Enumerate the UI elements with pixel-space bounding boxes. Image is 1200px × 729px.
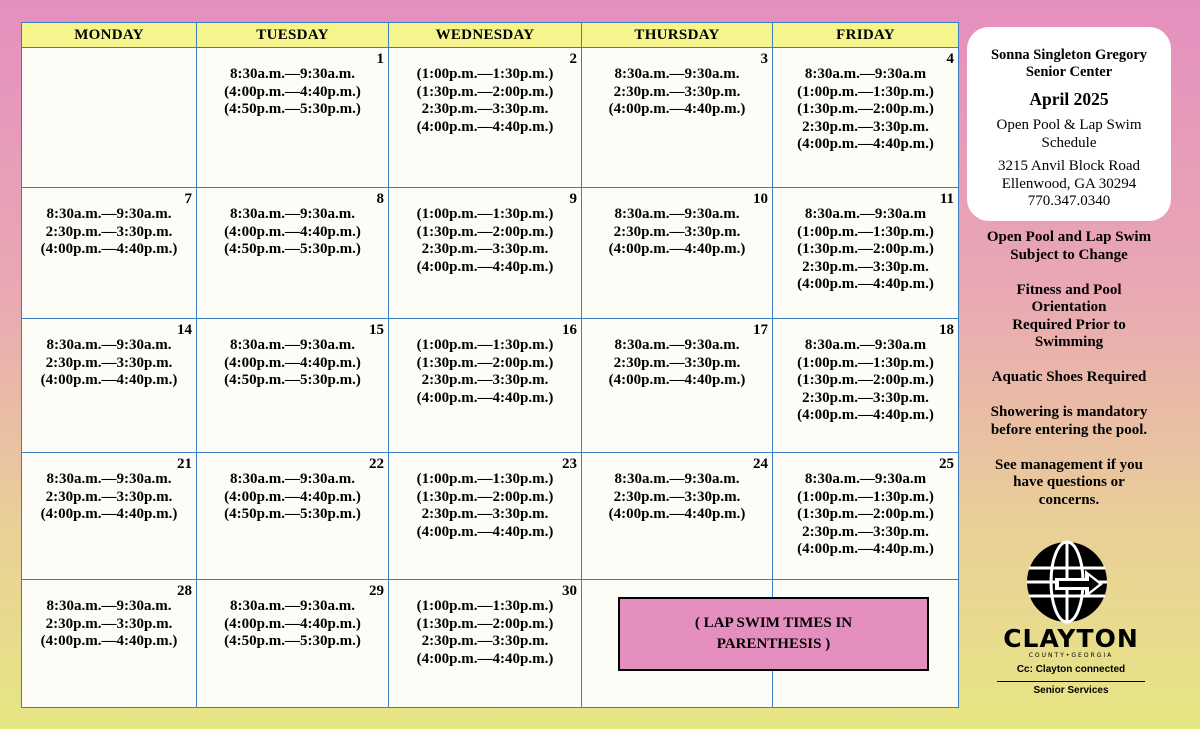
time-slot: 8:30a.m.—9:30a.m: [804, 471, 927, 487]
day-cell-28: [22, 580, 197, 707]
time-slot: 8:30a.m.—9:30a.m.: [614, 337, 740, 353]
logo-brand: CLAYTON: [1003, 624, 1139, 653]
day-cell-4: [773, 48, 958, 188]
day-cell-7: [22, 188, 197, 319]
time-slot: (4:00p.m.—4:40p.m.): [40, 633, 178, 650]
notice-line: See management if you: [995, 456, 1143, 473]
time-slot: (4:50p.m.—5:30p.m.): [224, 101, 361, 118]
time-slots: [773, 337, 958, 425]
time-slot: 8:30a.m.—9:30a.m.: [230, 206, 355, 222]
time-slots: [389, 337, 581, 407]
center-name: [967, 47, 1171, 81]
day-number: 8: [376, 191, 384, 207]
time-slot: (4:00p.m.—4:40p.m.): [40, 372, 178, 389]
notice-5: [967, 457, 1171, 510]
time-slots: [389, 471, 581, 541]
day-number: 22: [369, 456, 384, 472]
header-friday: FRIDAY: [773, 23, 958, 48]
day-cell-10: [582, 188, 773, 319]
day-cell-23: [389, 453, 582, 580]
time-slots: [773, 206, 958, 294]
day-cell-2: [389, 48, 582, 188]
time-slot: (1:30p.m.—2:00p.m.): [416, 83, 554, 100]
time-slot: 2:30p.m.—3:30p.m.: [613, 354, 741, 371]
notice-line: Orientation: [1031, 299, 1107, 315]
time-slot: 8:30a.m.—9:30a.m.: [230, 337, 355, 353]
day-number: 9: [569, 191, 577, 207]
time-slot: (4:00p.m.—4:40p.m.): [797, 276, 934, 293]
day-number: 29: [369, 583, 384, 599]
time-slot: (4:00p.m.—4:40p.m.): [608, 372, 746, 389]
globe-arrow-icon: [995, 540, 1147, 624]
header-tuesday: TUESDAY: [197, 23, 389, 48]
day-number: 3: [760, 51, 768, 67]
time-slot: (1:00p.m.—1:30p.m.): [416, 66, 554, 82]
schedule-title: [967, 116, 1171, 152]
time-slot: 8:30a.m.—9:30a.m.: [230, 471, 355, 487]
time-slot: (1:30p.m.—2:00p.m.): [797, 506, 934, 523]
time-slots: [389, 206, 581, 276]
time-slot: (4:00p.m.—4:40p.m.): [224, 354, 361, 371]
day-number: 18: [939, 322, 954, 338]
day-number: 15: [369, 322, 384, 338]
notices-list: [967, 229, 1171, 527]
notice-4: [967, 404, 1171, 439]
time-slot: (4:00p.m.—4:40p.m.): [416, 650, 554, 667]
time-slot: 8:30a.m.—9:30a.m.: [46, 471, 172, 487]
time-slot: (4:50p.m.—5:30p.m.): [224, 506, 361, 523]
time-slot: (4:00p.m.—4:40p.m.): [416, 118, 554, 135]
day-number: 17: [753, 322, 768, 338]
day-cell-8: [197, 188, 389, 319]
time-slot: 8:30a.m.—9:30a.m.: [614, 206, 740, 222]
time-slots: [773, 471, 958, 559]
day-cell-3: [582, 48, 773, 188]
center-address: [967, 158, 1171, 211]
time-slot: 8:30a.m.—9:30a.m: [804, 206, 927, 222]
time-slot: (1:00p.m.—1:30p.m.): [416, 206, 554, 222]
time-slot: 2:30p.m.—3:30p.m.: [45, 354, 173, 371]
notice-line: Required Prior to: [1012, 316, 1126, 333]
notice-line: Swimming: [1034, 334, 1104, 350]
time-slot: (4:00p.m.—4:40p.m.): [416, 389, 554, 406]
day-number: 2: [569, 51, 577, 67]
time-slots: [582, 471, 772, 524]
time-slots: [22, 598, 196, 651]
day-cell-30: [389, 580, 582, 707]
time-slot: 8:30a.m.—9:30a.m: [804, 66, 927, 82]
time-slot: 2:30p.m.—3:30p.m.: [421, 506, 549, 523]
time-slot: (1:00p.m.—1:30p.m.): [797, 83, 934, 100]
time-slot: 2:30p.m.—3:30p.m.: [802, 523, 929, 540]
time-slot: 2:30p.m.—3:30p.m.: [45, 488, 173, 505]
day-number: 28: [177, 583, 192, 599]
time-slot: 2:30p.m.—3:30p.m.: [613, 223, 741, 240]
time-slot: (1:30p.m.—2:00p.m.): [797, 241, 934, 258]
time-slot: (4:00p.m.—4:40p.m.): [797, 136, 934, 153]
day-cell-16: [389, 319, 582, 453]
day-number: 14: [177, 322, 192, 338]
time-slot: 2:30p.m.—3:30p.m.: [421, 101, 549, 118]
day-number: 1: [376, 51, 384, 67]
day-number: 11: [939, 191, 954, 207]
day-cell-18: [773, 319, 958, 453]
time-slots: [389, 66, 581, 136]
time-slot: (4:50p.m.—5:30p.m.): [224, 372, 361, 389]
time-slot: (1:00p.m.—1:30p.m.): [416, 598, 554, 614]
time-slot: (4:00p.m.—4:40p.m.): [224, 83, 361, 100]
time-slot: (4:00p.m.—4:40p.m.): [608, 241, 746, 258]
time-slot: 2:30p.m.—3:30p.m.: [613, 83, 741, 100]
time-slot: (1:00p.m.—1:30p.m.): [416, 337, 554, 353]
time-slot: (4:00p.m.—4:40p.m.): [40, 506, 178, 523]
time-slot: 2:30p.m.—3:30p.m.: [613, 488, 741, 505]
day-number: 25: [939, 456, 954, 472]
notice-1: [967, 229, 1171, 264]
day-cell-14: [22, 319, 197, 453]
center-info-card: [967, 27, 1171, 221]
time-slot: (1:00p.m.—1:30p.m.): [797, 354, 934, 371]
time-slot: 2:30p.m.—3:30p.m.: [802, 389, 929, 406]
time-slot: 8:30a.m.—9:30a.m.: [614, 66, 740, 82]
day-cell-empty: [22, 48, 197, 188]
day-cell-22: [197, 453, 389, 580]
logo-department: Senior Services: [1033, 685, 1109, 696]
time-slots: [773, 66, 958, 154]
day-cell-17: [582, 319, 773, 453]
time-slot: (1:00p.m.—1:30p.m.): [416, 471, 554, 487]
time-slot: (1:30p.m.—2:00p.m.): [416, 354, 554, 371]
notice-line: Open Pool and Lap Swim: [986, 229, 1152, 245]
time-slot: (4:00p.m.—4:40p.m.): [608, 101, 746, 118]
logo-subtitle: COUNTY•GEORGIA: [1028, 652, 1114, 659]
time-slot: (1:30p.m.—2:00p.m.): [416, 223, 554, 240]
notice-line: Aquatic Shoes Required: [991, 369, 1147, 385]
time-slot: (4:00p.m.—4:40p.m.): [224, 488, 361, 505]
day-cell-25: [773, 453, 958, 580]
time-slot: (1:00p.m.—1:30p.m.): [797, 223, 934, 240]
day-cell-11: [773, 188, 958, 319]
time-slot: (1:30p.m.—2:00p.m.): [797, 372, 934, 389]
clayton-logo: [995, 540, 1147, 700]
time-slot: (4:50p.m.—5:30p.m.): [224, 633, 361, 650]
time-slot: 2:30p.m.—3:30p.m.: [45, 223, 173, 240]
day-number: 24: [753, 456, 768, 472]
time-slot: 2:30p.m.—3:30p.m.: [421, 372, 549, 389]
schedule-title-line2: Schedule: [1041, 135, 1097, 151]
notice-3: [967, 369, 1171, 387]
day-cell-1: [197, 48, 389, 188]
notice-line: Subject to Change: [1010, 246, 1128, 263]
time-slot: 8:30a.m.—9:30a.m: [804, 337, 927, 353]
weekday-header-row: [22, 23, 958, 48]
time-slot: (1:30p.m.—2:00p.m.): [416, 615, 554, 632]
address-city: Ellenwood, GA 30294: [1001, 175, 1137, 192]
notice-line: have questions or: [1013, 474, 1125, 490]
day-number: 4: [946, 51, 954, 67]
day-cell-15: [197, 319, 389, 453]
time-slot: 8:30a.m.—9:30a.m.: [614, 471, 740, 487]
time-slot: (4:00p.m.—4:40p.m.): [224, 615, 361, 632]
phone-number: 770.347.0340: [1027, 193, 1111, 209]
time-slots: [197, 206, 388, 259]
header-wednesday: WEDNESDAY: [389, 23, 582, 48]
time-slot: 2:30p.m.—3:30p.m.: [421, 241, 549, 258]
time-slot: (1:00p.m.—1:30p.m.): [797, 488, 934, 505]
notice-line: Fitness and Pool: [1016, 281, 1122, 298]
time-slot: 8:30a.m.—9:30a.m.: [230, 66, 355, 82]
time-slot: 2:30p.m.—3:30p.m.: [45, 615, 173, 632]
time-slot: (1:30p.m.—2:00p.m.): [797, 101, 934, 118]
time-slot: (4:00p.m.—4:40p.m.): [224, 223, 361, 240]
time-slots: [582, 66, 772, 119]
day-cell-29: [197, 580, 389, 707]
time-slot: (4:50p.m.—5:30p.m.): [224, 241, 361, 258]
notice-line: Showering is mandatory: [990, 404, 1148, 420]
lap-swim-note-line1: ( LAP SWIM TIMES IN: [694, 615, 853, 631]
day-cell-9: [389, 188, 582, 319]
time-slots: [582, 206, 772, 259]
time-slot: 8:30a.m.—9:30a.m.: [46, 598, 172, 614]
time-slot: 2:30p.m.—3:30p.m.: [802, 258, 929, 275]
time-slot: (4:00p.m.—4:40p.m.): [608, 506, 746, 523]
schedule-month: April 2025: [1029, 89, 1109, 109]
center-name-line1: Sonna Singleton Gregory: [990, 47, 1148, 63]
lap-swim-note: [618, 597, 929, 671]
time-slot: 8:30a.m.—9:30a.m.: [46, 206, 172, 222]
notice-line: concerns.: [1038, 491, 1100, 508]
time-slots: [22, 471, 196, 524]
logo-tagline: Cc: Clayton connected: [1016, 664, 1126, 675]
time-slots: [22, 337, 196, 390]
header-thursday: THURSDAY: [582, 23, 773, 48]
day-number: 16: [562, 322, 577, 338]
time-slots: [197, 471, 388, 524]
address-street: 3215 Anvil Block Road: [997, 158, 1141, 174]
time-slots: [197, 66, 388, 119]
lap-swim-note-line2: PARENTHESIS ): [716, 636, 831, 652]
day-number: 10: [753, 191, 768, 207]
schedule-title-line1: Open Pool & Lap Swim: [996, 117, 1142, 133]
time-slots: [197, 337, 388, 390]
time-slots: [389, 598, 581, 668]
day-number: 30: [562, 583, 577, 599]
header-monday: MONDAY: [22, 23, 197, 48]
day-number: 21: [177, 456, 192, 472]
logo-divider: [997, 681, 1145, 682]
time-slot: 2:30p.m.—3:30p.m.: [802, 118, 929, 135]
time-slot: (4:00p.m.—4:40p.m.): [797, 407, 934, 424]
notice-line: before entering the pool.: [990, 421, 1148, 438]
day-cell-21: [22, 453, 197, 580]
notice-2: [967, 282, 1171, 352]
day-number: 23: [562, 456, 577, 472]
time-slot: (1:30p.m.—2:00p.m.): [416, 488, 554, 505]
day-number: 7: [184, 191, 192, 207]
time-slots: [22, 206, 196, 259]
time-slots: [582, 337, 772, 390]
time-slots: [197, 598, 388, 651]
day-cell-24: [582, 453, 773, 580]
time-slot: (4:00p.m.—4:40p.m.): [416, 523, 554, 540]
time-slot: 2:30p.m.—3:30p.m.: [421, 633, 549, 650]
time-slot: 8:30a.m.—9:30a.m.: [46, 337, 172, 353]
time-slot: (4:00p.m.—4:40p.m.): [797, 541, 934, 558]
center-name-line2: Senior Center: [1025, 64, 1113, 80]
time-slot: 8:30a.m.—9:30a.m.: [230, 598, 355, 614]
time-slot: (4:00p.m.—4:40p.m.): [40, 241, 178, 258]
time-slot: (4:00p.m.—4:40p.m.): [416, 258, 554, 275]
